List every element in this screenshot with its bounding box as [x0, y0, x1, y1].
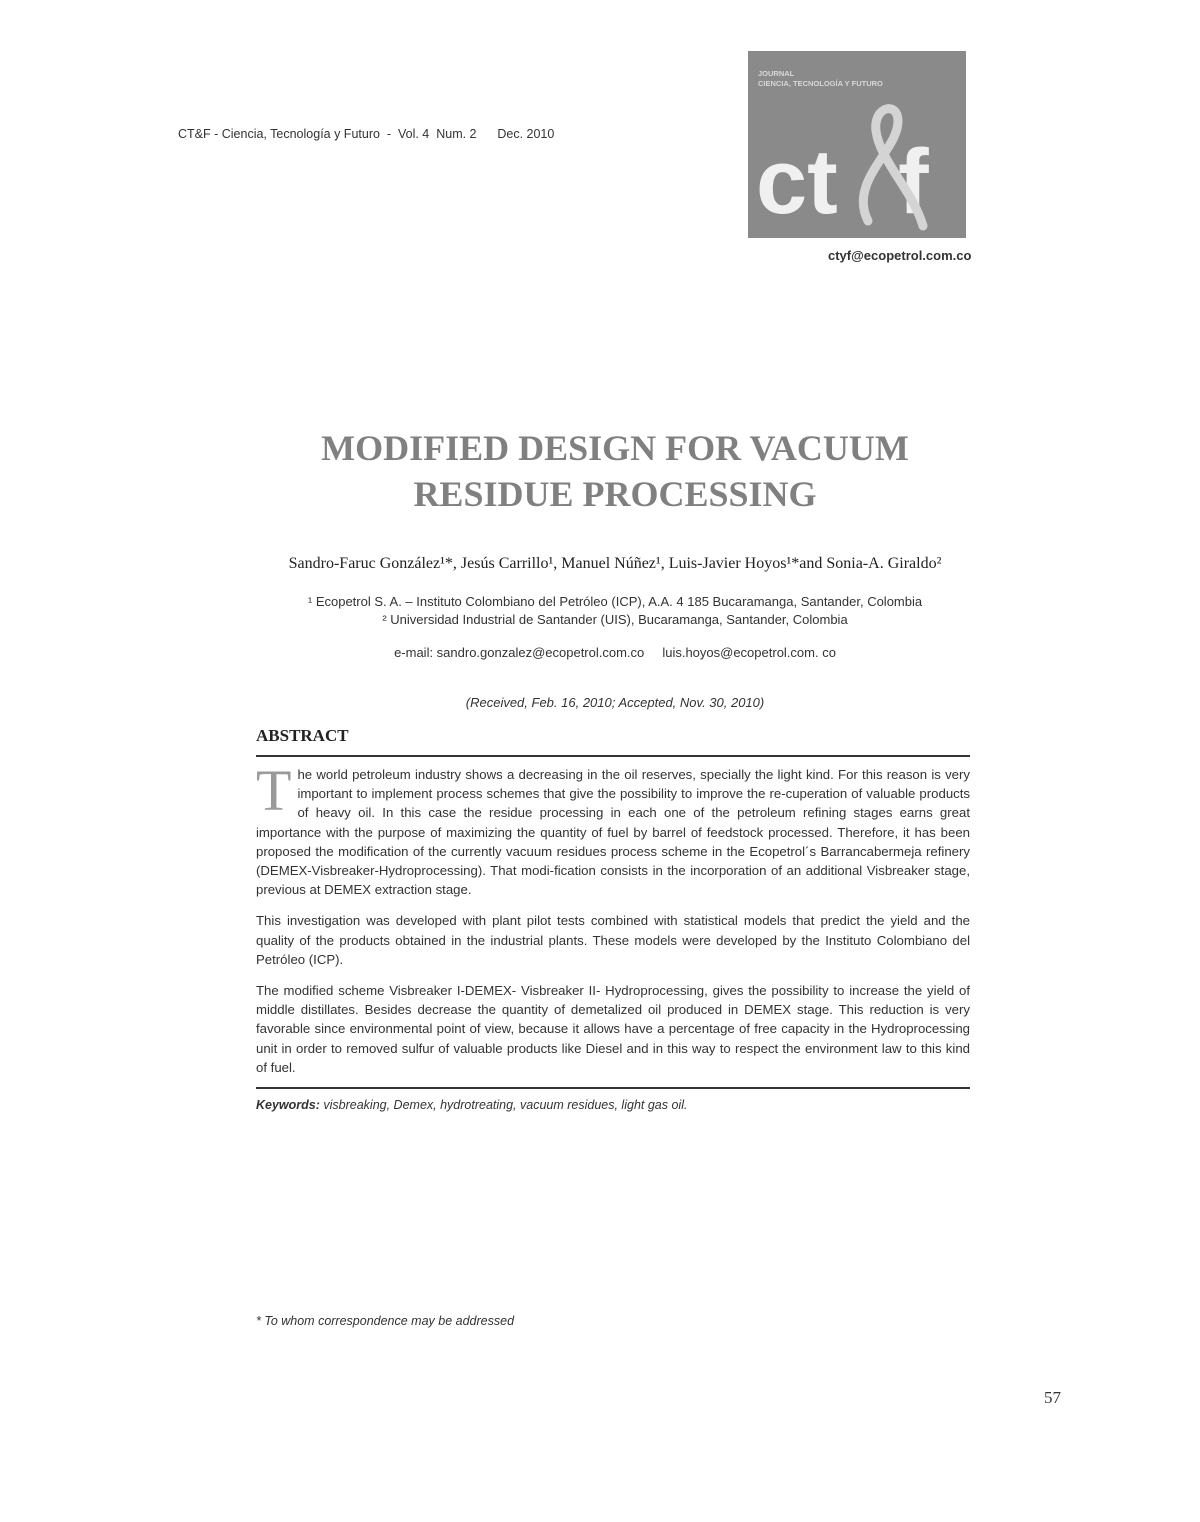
abstract-top-rule	[256, 755, 970, 757]
abstract-body	[256, 758, 970, 1089]
journal-header: CT&F - Ciencia, Tecnología y Futuro - Vol. 4 Num. 2 Dec. 2010	[178, 127, 555, 141]
correspondence-footnote: * To whom correspondence may be addressed	[256, 1314, 515, 1328]
logo-email: ctyf@ecopetrol.com.co	[828, 248, 972, 263]
abstract-paragraph-1: The world petroleum industry shows a decreasing in the oil reserves, specially the light kind. For this reason is very important to implement process schemes that give the possibility to improve the re-cuperation of valuable products of heavy oil. In this case the residue processing in each one of the petroleum refining stages earns great importance with the purpose of maximizing the quantity of fuel by barrel of feedstock processed. Therefore, it has been proposed the modification of the currently vacuum residues process scheme in the Ecopetrol´s Barrancabermeja refinery (DEMEX-Visbreaker-Hydroprocessing). That modi-fication consists in the incorporation of an additional Visbreaker stage, previous at DEMEX extraction stage.	[256, 758, 970, 898]
affiliation-2: ² Universidad Industrial de Santander (UIS), Bucaramanga, Santander, Colombia	[382, 612, 848, 627]
logo-journal-label: JOURNAL CIENCIA, TECNOLOGÍA Y FUTURO	[758, 69, 883, 88]
svg-text:f: f	[898, 131, 929, 233]
affiliation-1: ¹ Ecopetrol S. A. – Instituto Colombiano del Petróleo (ICP), A.A. 4 185 Bucaramanga, Santander, Colombia	[307, 594, 923, 609]
keywords: Keywords: visbreaking, Demex, hydrotreating, vacuum residues, light gas oil.	[256, 1098, 688, 1112]
journal-logo	[748, 51, 966, 238]
abstract-heading: ABSTRACT	[256, 726, 349, 745]
abstract-paragraph-2: This investigation was developed with plant pilot tests combined with statistical models that predict the yield and the quality of the products obtained in the industrial plants. These models were developed by the Instituto Colombiano del Petróleo (ICP).	[256, 913, 970, 967]
svg-text:ct: ct	[756, 131, 838, 233]
author-list: Sandro-Faruc González¹*, Jesús Carrillo¹, Manuel Núñez¹, Luis-Javier Hoyos¹*and Sonia-A. Giraldo²	[288, 555, 942, 572]
abstract-paragraph-3: The modified scheme Visbreaker I-DEMEX- Visbreaker II- Hydroprocessing, gives the possibility to increase the yield of middle distillates. Besides decrease the quantity of demetalized oil produced in DEMEX stage. This reduction is very favorable since environmental point of view, because it allows have a percentage of free capacity in the Hydroprocessing unit in order to removed sulfur of valuable products like Diesel and in this way to respect the environment law to this kind of fuel.	[256, 983, 970, 1075]
page-number: 57	[1044, 1388, 1061, 1407]
contact-emails: e-mail: sandro.gonzalez@ecopetrol.com.co luis.hoyos@ecopetrol.com. co	[394, 645, 836, 660]
received-dates: (Received, Feb. 16, 2010; Accepted, Nov. 30, 2010)	[465, 695, 765, 710]
drop-cap: T	[256, 758, 292, 823]
paper-title: MODIFIED DESIGN FOR VACUUM RESIDUE PROCESSING	[321, 428, 909, 514]
abstract-bottom-rule	[256, 1087, 970, 1089]
ctf-logo-mark	[748, 51, 966, 238]
